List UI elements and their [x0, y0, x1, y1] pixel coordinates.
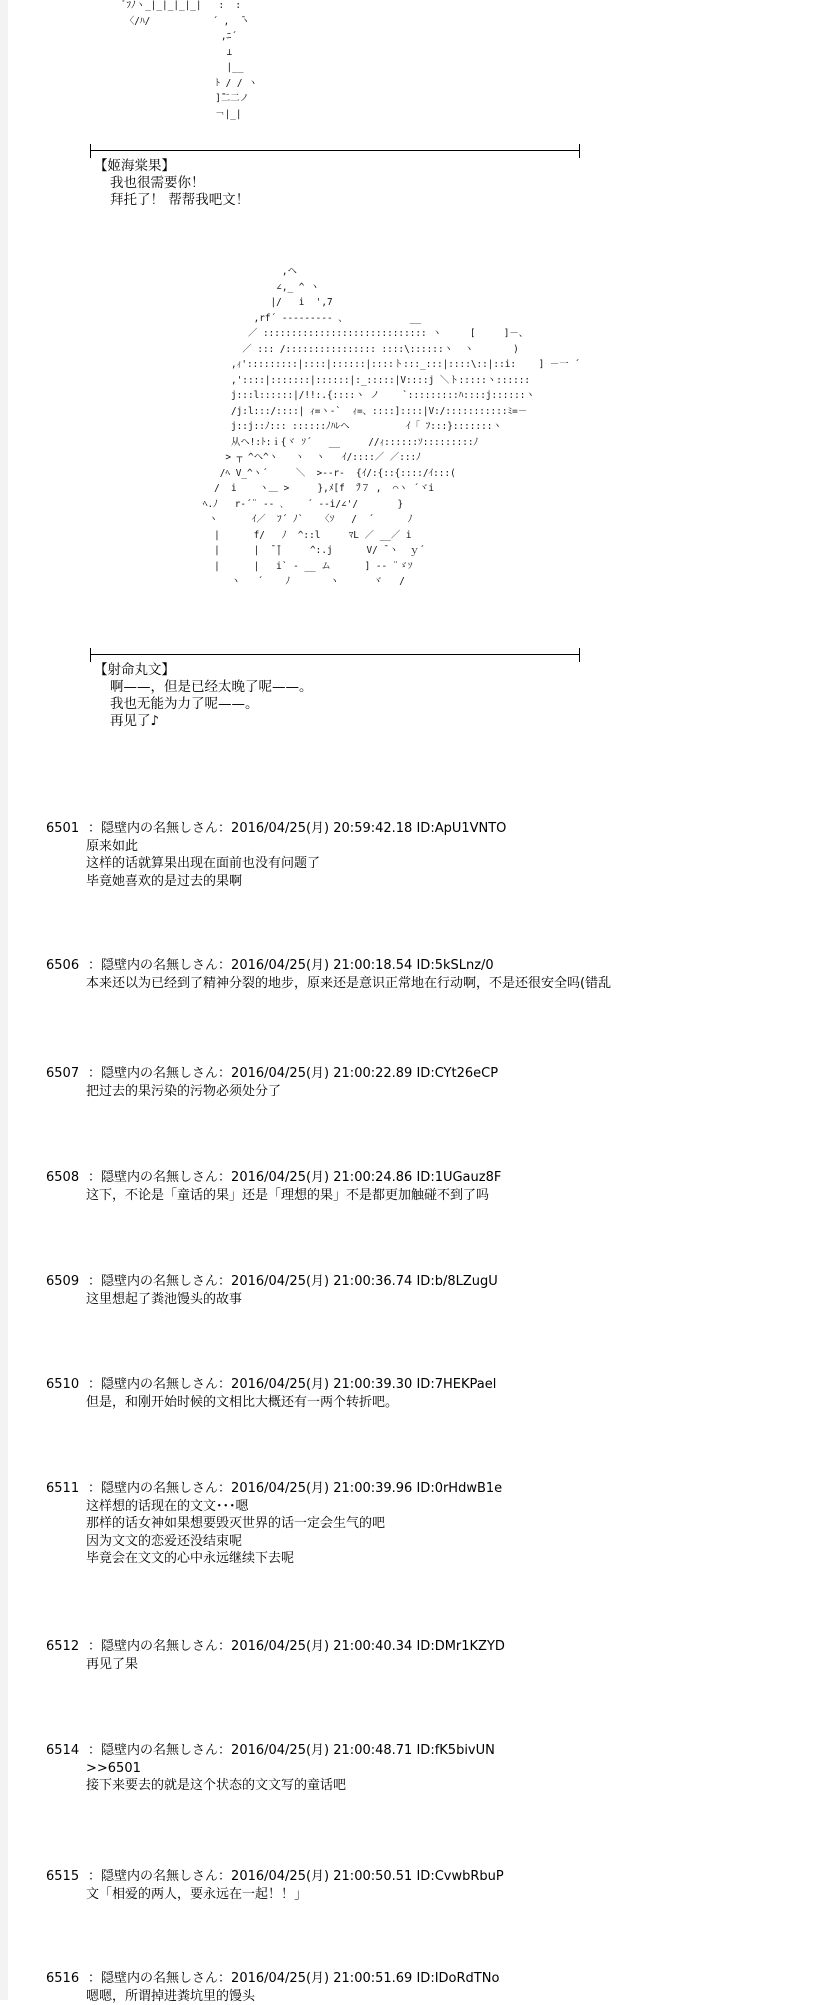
- post-date: 2016/04/25(月): [231, 1274, 329, 1289]
- post-date: 2016/04/25(月): [231, 1743, 329, 1758]
- post-time: 21:00:39.30: [333, 1377, 412, 1392]
- post-separator: ：: [88, 1743, 101, 1758]
- post-date: 2016/04/25(月): [231, 1481, 329, 1496]
- post: [46, 1742, 495, 1795]
- left-margin-strip: [0, 0, 8, 2000]
- post-line: 嗯嗯，所谓掉进粪坑里的馒头: [86, 1988, 499, 2005]
- post-number: 6501: [46, 820, 88, 838]
- post-separator: ：: [218, 1170, 231, 1185]
- post-header: [46, 1742, 495, 1760]
- post-number: 6516: [46, 1970, 88, 1988]
- post-separator: ：: [88, 1869, 101, 1884]
- post-line: 文「相爱的两人，要永远在一起！！」: [86, 1886, 504, 1904]
- post-line: 这里想起了粪池馒头的故事: [86, 1291, 498, 1309]
- post-line: 这样的话就算果出现在面前也没有问题了: [86, 855, 506, 873]
- post-id: ID:1UGauz8F: [416, 1170, 501, 1185]
- post-time: 21:00:51.69: [333, 1971, 412, 1986]
- post-id: ID:DMr1KZYD: [416, 1639, 504, 1654]
- post-author: 隠壁内の名無しさん: [101, 1481, 218, 1496]
- post: [46, 1169, 501, 1204]
- post-time: 21:00:18.54: [333, 958, 412, 973]
- post-separator: ：: [88, 821, 101, 836]
- post-time: 21:00:50.51: [333, 1869, 412, 1884]
- post-separator: ：: [88, 1639, 101, 1654]
- post: [46, 1480, 502, 1568]
- post-id: ID:0rHdwB1e: [416, 1481, 502, 1496]
- post-separator: ：: [88, 958, 101, 973]
- post-date: 2016/04/25(月): [231, 1869, 329, 1884]
- post-line: 那样的话女神如果想要毁灭世界的话一定会生气的吧: [86, 1515, 502, 1533]
- post-author: 隠壁内の名無しさん: [101, 1743, 218, 1758]
- divider-top: [90, 150, 580, 151]
- speech-block-aya: [94, 662, 313, 730]
- post-author: 隠壁内の名無しさん: [101, 821, 218, 836]
- post-author: 隠壁内の名無しさん: [101, 1639, 218, 1654]
- post-body: [46, 1886, 504, 1904]
- ascii-art-top: ﾞﾌﾉヽ_|_|_|_|_| : : 〈/ﾊ/ ´ , ̄ヽ ,ﾆ´ ⊥ |__ ﾄ / / ヽ ]̄二二ノ ￢|_|: [108, 0, 258, 122]
- post-number: 6509: [46, 1273, 88, 1291]
- post-number: 6507: [46, 1065, 88, 1083]
- post-body: [46, 1083, 498, 1101]
- post-separator: ：: [218, 1377, 231, 1392]
- post-header: [46, 1638, 505, 1656]
- post-time: 21:00:39.96: [333, 1481, 412, 1496]
- post-number: 6508: [46, 1169, 88, 1187]
- post-author: 隠壁内の名無しさん: [101, 1274, 218, 1289]
- post-separator: ：: [88, 1377, 101, 1392]
- ascii-art-aya: ,ヘ ∠,_ ^ ヽ |/ i ',7 ,rf´ ‐‐‐‐‐‐‐‐‐ 、 __ ／ ::::::::::::::::::::::::::::: ヽ [ ]－、 ／ ::: /:::::::::::::::: ::::\::::::ヽ ヽ ) ,ｨ':::::::::|::::|::::::|::::ト:::_:::|::::\::|::i: ] －一 ´ ,'::::|:::::::|::::::|:_:::::|V::::j ＼ト:::::ヽ:::::: j:::l::::::|/!!:.{::::ヽ ノ `:::::::::ﾊ::::j::::::ヽ /j:l:::/::::| ｨ=ヽ‐` ｨ=、::::]::::|V:/:::::::::::ﾐ=－ j::j::ﾉ::: ::::::ﾉﾊﾚヘ ｲ「 ﾌ:::}:::::::ヽ 从ヘ!:ﾄ:ｉ{ヾ ｿ´ __ //ｨ::::::ｿ:::::::::ﾉ > ┬ ^ヘ^ヽ ヽ ヽ ｲ/::::／ ／:::ﾉ /ﾍ V_^ヽ´ ＼ >‐‐r‐ {ｲ/:{::{::::/ｲ:::( / i ヽ＿ > },ﾒ[f ̄ﾌ７ , ⌒ヽ ´ヾi ﾍ.ﾉ r‐´¨ ‐- ､ ´ ‐-i/∠'/ } ヽ ｲ／ ﾌ´ ﾉ` 〈ｿ / ´ ﾉ | f/ ﾉ ^::l ﾏL ／ __／ i | | ̄ ̄| ^:.j V/ ̄ ヽ ｙ´ | | i` ‐ __ ム ] ‐‐ ¨ゞｿ ヽ ´ ﾉ ヽ ヾ /: [152, 264, 580, 590]
- post-number: 6510: [46, 1376, 88, 1394]
- post-number: 6515: [46, 1868, 88, 1886]
- post-separator: ：: [218, 958, 231, 973]
- post-line: 毕竟会在文文的心中永远继续下去呢: [86, 1550, 502, 1568]
- post-separator: ：: [218, 1639, 231, 1654]
- post-body: [46, 1394, 496, 1412]
- post-body: [46, 1187, 501, 1205]
- post-line: 这样想的话现在的文文･･･嗯: [86, 1498, 502, 1516]
- post-header: [46, 1273, 498, 1291]
- post-header: [46, 820, 506, 838]
- post-line: 毕竟她喜欢的是过去的果啊: [86, 873, 506, 891]
- post-date: 2016/04/25(月): [231, 1377, 329, 1392]
- post-time: 21:00:48.71: [333, 1743, 412, 1758]
- post-id: ID:fK5bivUN: [416, 1743, 494, 1758]
- post-header: [46, 1970, 499, 1988]
- speaker-name: 【姬海棠果】: [94, 158, 249, 175]
- post-time: 21:00:40.34: [333, 1639, 412, 1654]
- post-separator: ：: [88, 1971, 101, 1986]
- post: [46, 1638, 505, 1673]
- post-body: [46, 975, 611, 993]
- post-header: [46, 1169, 501, 1187]
- post-date: 2016/04/25(月): [231, 1170, 329, 1185]
- post-line: 本来还以为已经到了精神分裂的地步，原来还是意识正常地在行动啊，不是还很安全吗(错乱: [86, 975, 611, 993]
- post-body: [46, 1498, 502, 1568]
- post-author: 隠壁内の名無しさん: [101, 1869, 218, 1884]
- speaker-name: 【射命丸文】: [94, 662, 313, 679]
- speech-line: 我也很需要你！: [94, 175, 249, 192]
- post-author: 隠壁内の名無しさん: [101, 1971, 218, 1986]
- post-header: [46, 1065, 498, 1083]
- speech-line: 拜托了！ 帮帮我吧文！: [94, 192, 249, 209]
- post-time: 21:00:24.86: [333, 1170, 412, 1185]
- post-author: 隠壁内の名無しさん: [101, 1377, 218, 1392]
- post-number: 6512: [46, 1638, 88, 1656]
- post-number: 6506: [46, 957, 88, 975]
- post: [46, 957, 611, 992]
- post-separator: ：: [88, 1481, 101, 1496]
- speech-line: 我也无能为力了呢——。: [94, 696, 313, 713]
- post-body: [46, 1760, 495, 1795]
- post-body: [46, 1988, 499, 2005]
- post-author: 隠壁内の名無しさん: [101, 1170, 218, 1185]
- divider-bottom: [90, 654, 580, 655]
- post-time: 21:00:36.74: [333, 1274, 412, 1289]
- post-separator: ：: [218, 1066, 231, 1081]
- post-separator: ：: [218, 821, 231, 836]
- post-line: 再见了果: [86, 1656, 505, 1674]
- speech-line: 再见了♪: [94, 713, 313, 730]
- post-separator: ：: [218, 1971, 231, 1986]
- post-date: 2016/04/25(月): [231, 958, 329, 973]
- post-header: [46, 957, 611, 975]
- post-line: 因为文文的恋爱还没结束呢: [86, 1533, 502, 1551]
- post-header: [46, 1868, 504, 1886]
- post: [46, 1065, 498, 1100]
- post-id: ID:5kSLnz/0: [416, 958, 493, 973]
- post-header: [46, 1480, 502, 1498]
- post: [46, 1868, 504, 1903]
- post-line: 这下，不论是「童话的果」还是「理想的果」不是都更加触碰不到了吗: [86, 1187, 501, 1205]
- post-body: [46, 1291, 498, 1309]
- post-number: 6514: [46, 1742, 88, 1760]
- post-line: 原来如此: [86, 838, 506, 856]
- post-author: 隠壁内の名無しさん: [101, 1066, 218, 1081]
- post-date: 2016/04/25(月): [231, 821, 329, 836]
- post-line: 但是，和刚开始时候的文相比大概还有一两个转折吧。: [86, 1394, 496, 1412]
- post-separator: ：: [218, 1481, 231, 1496]
- post-id: ID:CvwbRbuP: [416, 1869, 503, 1884]
- post-separator: ：: [88, 1066, 101, 1081]
- speech-block-hatate: [94, 158, 249, 209]
- post-time: 21:00:22.89: [333, 1066, 412, 1081]
- post-separator: ：: [88, 1274, 101, 1289]
- post-date: 2016/04/25(月): [231, 1971, 329, 1986]
- post: [46, 1273, 498, 1308]
- post-line: 接下来要去的就是这个状态的文文写的童话吧: [86, 1777, 495, 1795]
- post-header: [46, 1376, 496, 1394]
- post-id: ID:IDoRdTNo: [416, 1971, 499, 1986]
- post-body: [46, 838, 506, 891]
- post-separator: ：: [218, 1743, 231, 1758]
- post-date: 2016/04/25(月): [231, 1639, 329, 1654]
- post-id: ID:CYt26eCP: [416, 1066, 498, 1081]
- post-id: ID:b/8LZugU: [416, 1274, 497, 1289]
- post-separator: ：: [218, 1869, 231, 1884]
- post-body: [46, 1656, 505, 1674]
- post: [46, 1376, 496, 1411]
- post-date: 2016/04/25(月): [231, 1066, 329, 1081]
- speech-line: 啊——，但是已经太晚了呢——。: [94, 679, 313, 696]
- post-author: 隠壁内の名無しさん: [101, 958, 218, 973]
- post-line: 把过去的果污染的污物必须处分了: [86, 1083, 498, 1101]
- post: [46, 820, 506, 890]
- reply-link[interactable]: >>6501: [86, 1760, 495, 1778]
- post-id: ID:ApU1VNTO: [416, 821, 506, 836]
- post-number: 6511: [46, 1480, 88, 1498]
- post-separator: ：: [88, 1170, 101, 1185]
- post-time: 20:59:42.18: [333, 821, 412, 836]
- post-id: ID:7HEKPael: [416, 1377, 496, 1392]
- post-separator: ：: [218, 1274, 231, 1289]
